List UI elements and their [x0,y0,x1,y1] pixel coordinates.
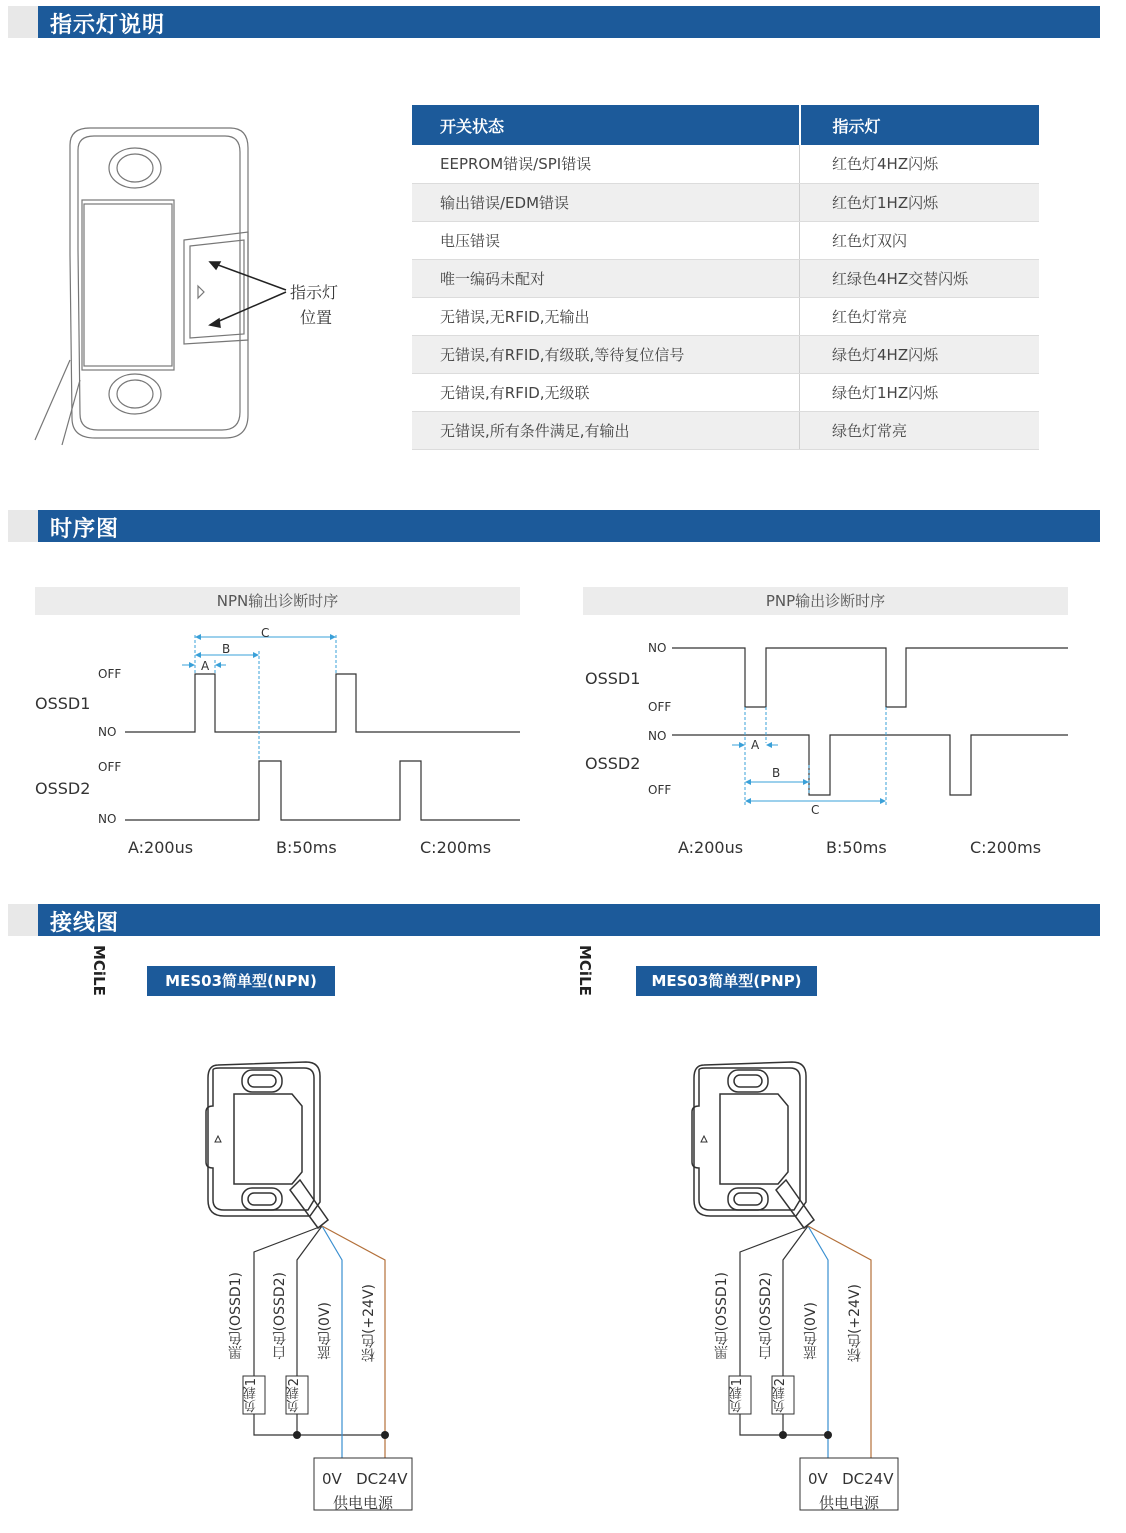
npn-wire-brown: 棕色(+24V) [361,1284,377,1363]
pnp-load1-label: 负载1 [730,1378,745,1413]
header-switch-state: 开关状态 [412,105,800,145]
light-cell: 红色灯双闪 [800,221,1039,259]
pnp-b-label: B [772,766,781,780]
npn-b-label: B [222,642,231,656]
npn-load2-label: 负载2 [287,1378,302,1413]
table-row [412,259,1039,297]
npn-legend-c: C:200ms [420,838,492,857]
indicator-position-label-2: 位置 [300,308,333,327]
pnp-c-label: C [811,803,820,817]
npn-wire-blue: 蓝色(0V) [317,1302,333,1360]
table-row [412,221,1039,259]
npn-ossd2-off: OFF [98,760,122,774]
sensor-logo-npn: MCiLE [90,945,108,996]
pnp-a-label: A [751,738,760,752]
pnp-chart-title: PNP输出诊断时序 [583,587,1068,615]
sensor-outline-drawing [0,100,400,560]
pnp-wire-black: 黑色(OSSD1) [714,1272,730,1360]
npn-ossd1-off: OFF [98,667,122,681]
state-cell: 输出错误/EDM错误 [412,183,800,221]
state-cell: 无错误,有RFID,无级联 [412,373,800,411]
state-cell: EEPROM错误/SPI错误 [412,145,800,183]
pnp-ossd2-label: OSSD2 [585,754,641,773]
pnp-ossd1-no: NO [648,641,667,655]
state-cell: 无错误,无RFID,无输出 [412,297,800,335]
pnp-wire-white: 白色(OSSD2) [758,1272,774,1360]
pnp-ossd1-label: OSSD1 [585,669,641,688]
light-cell: 绿色灯常亮 [800,411,1039,449]
light-cell: 绿色灯1HZ闪烁 [800,373,1039,411]
pnp-ossd1-off: OFF [648,700,672,714]
indicator-table [412,105,1039,450]
pnp-timing-diagram [0,615,1114,875]
section-accent [8,904,38,936]
pnp-wire-brown: 棕色(+24V) [847,1284,863,1363]
npn-c-label: C [261,626,270,640]
npn-ossd2-no: NO [98,812,117,826]
section-header-wiring [8,904,1100,936]
section-accent [8,6,38,38]
table-row [412,183,1039,221]
pnp-legend-c: C:200ms [970,838,1042,857]
npn-psu-label: 供电电源 [333,1494,394,1512]
light-cell: 红色灯常亮 [800,297,1039,335]
header-indicator: 指示灯 [800,105,1039,145]
wiring-npn-title: MES03简单型(NPN) [147,966,335,996]
pnp-ossd2-no: NO [648,729,667,743]
pnp-psu-terminals: 0V DC24V [808,1470,894,1488]
section-title: 指示灯说明 [50,13,166,38]
npn-legend-a: A:200us [128,838,194,857]
npn-legend-b: B:50ms [276,838,337,857]
pnp-psu-label: 供电电源 [819,1494,880,1512]
state-cell: 无错误,所有条件满足,有输出 [412,411,800,449]
npn-ossd1-label: OSSD1 [35,694,91,713]
indicator-position-label-1: 指示灯 [290,283,339,302]
pnp-legend-b: B:50ms [826,838,887,857]
section-title: 时序图 [50,517,120,542]
light-cell: 绿色灯4HZ闪烁 [800,335,1039,373]
pnp-legend-a: A:200us [678,838,744,857]
pnp-ossd2-off: OFF [648,783,672,797]
light-cell: 红色灯4HZ闪烁 [800,145,1039,183]
npn-ossd2-label: OSSD2 [35,779,91,798]
state-cell: 唯一编码未配对 [412,259,800,297]
pnp-load2-label: 负载2 [773,1378,788,1413]
npn-ossd1-no: NO [98,725,117,739]
npn-wire-black: 黑色(OSSD1) [228,1272,244,1360]
table-row [412,335,1039,373]
light-cell: 红绿色4HZ交替闪烁 [800,259,1039,297]
npn-wire-white: 白色(OSSD2) [272,1272,288,1360]
state-cell: 无错误,有RFID,有级联,等待复位信号 [412,335,800,373]
table-row [412,145,1039,183]
table-header-row [412,105,1039,145]
section-header-indicator [8,6,1100,38]
state-cell: 电压错误 [412,221,800,259]
npn-psu-terminals: 0V DC24V [322,1470,408,1488]
npn-a-label: A [201,659,210,673]
table-row [412,297,1039,335]
wiring-pnp-title: MES03简单型(PNP) [636,966,817,996]
sensor-logo-pnp: MCiLE [576,945,594,996]
table-row [412,373,1039,411]
npn-load1-label: 负载1 [244,1378,259,1413]
table-row [412,411,1039,449]
pnp-wire-blue: 蓝色(0V) [803,1302,819,1360]
light-cell: 红色灯1HZ闪烁 [800,183,1039,221]
npn-chart-title: NPN输出诊断时序 [35,587,520,615]
section-title: 接线图 [50,911,120,936]
